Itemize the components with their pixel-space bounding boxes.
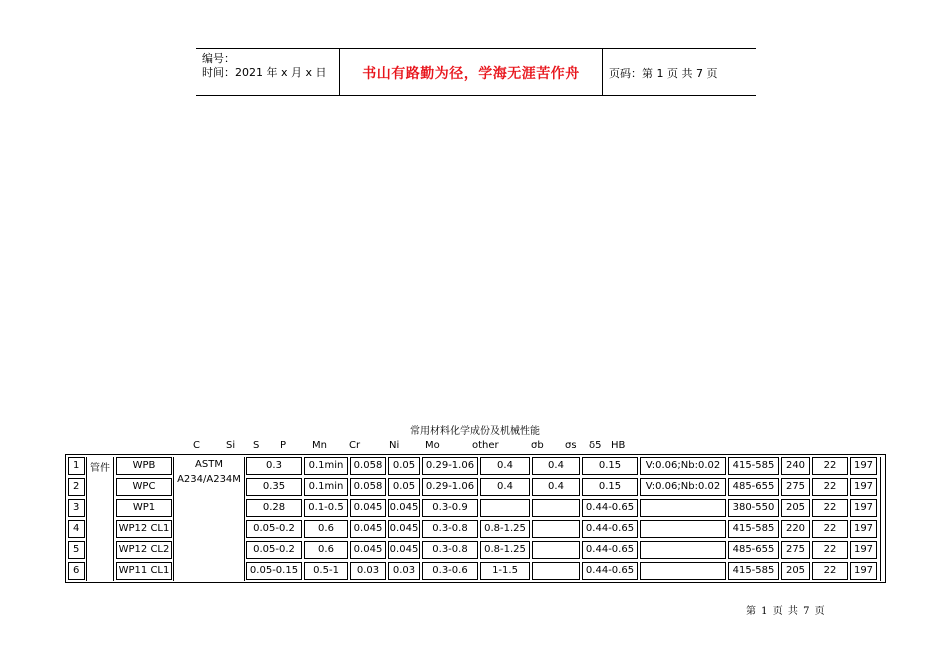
table-cell-c1: 0.28: [246, 499, 302, 517]
table-cell-c8: 0.15: [582, 478, 638, 496]
table-cell-c8: 0.44-0.65: [582, 499, 638, 517]
table-cell-no: 2: [68, 478, 85, 496]
table-cell-c2: 0.6: [304, 541, 348, 559]
header-divider: [602, 48, 603, 96]
table-cell-c8: 0.44-0.65: [582, 562, 638, 580]
table-cell-c6: 0.8-1.25: [480, 541, 530, 559]
table-cell-c7: 0.4: [532, 478, 580, 496]
table-cell-c4: 0.045: [388, 499, 420, 517]
column-heading: S: [253, 440, 260, 451]
category-label: 管件: [90, 463, 110, 474]
table-cell-grade: WPC: [116, 478, 172, 496]
table-cell-c6: [480, 499, 530, 517]
table-cell-c7: [532, 520, 580, 538]
table-cell-c3: 0.058: [350, 457, 386, 475]
table-cell-c4: 0.05: [388, 457, 420, 475]
table-cell-c1: 0.35: [246, 478, 302, 496]
table-cell-c12: 22: [812, 541, 848, 559]
table-cell-c7: [532, 541, 580, 559]
column-heading: C: [193, 440, 200, 451]
table-cell-c7: [532, 562, 580, 580]
table-cell-c7: [532, 499, 580, 517]
table-cell-c13: 197: [850, 478, 877, 496]
table-cell-c4: 0.045: [388, 541, 420, 559]
column-heading: HB: [611, 440, 626, 451]
table-cell-grade: WP11 CL1: [116, 562, 172, 580]
table-cell-c1: 0.05-0.15: [246, 562, 302, 580]
table-cell-c1: 0.3: [246, 457, 302, 475]
standard-line-2: A234/A234M: [177, 474, 241, 485]
table-cell-c12: 22: [812, 562, 848, 580]
table-cell-c10: 415-585: [728, 520, 779, 538]
header-top-rule: [196, 48, 756, 49]
table-cell-c8: 0.44-0.65: [582, 520, 638, 538]
page-footer: 第 1 页 共 7 页: [746, 606, 826, 617]
table-cell-c13: 197: [850, 541, 877, 559]
header-bottom-rule: [196, 95, 756, 96]
table-cell-c9: [640, 541, 726, 559]
table-cell-no: 3: [68, 499, 85, 517]
table-cell-c12: 22: [812, 499, 848, 517]
table-cell-c8: 0.15: [582, 457, 638, 475]
table-cell-c7: 0.4: [532, 457, 580, 475]
column-heading: Cr: [349, 440, 361, 451]
column-heading: Mo: [425, 440, 440, 451]
header-time-label: 时间：2021 年 x 月 x 日: [202, 66, 327, 79]
header-page-label: 页码：第 1 页 共 7 页: [609, 67, 718, 80]
table-cell-grade: WP12 CL2: [116, 541, 172, 559]
table-cell-c3: 0.03: [350, 562, 386, 580]
table-cell-c6: 1-1.5: [480, 562, 530, 580]
table-cell-c8: 0.44-0.65: [582, 541, 638, 559]
table-cell-c10: 485-655: [728, 541, 779, 559]
table-cell-c2: 0.1min: [304, 478, 348, 496]
header-motto: 书山有路勤为径，学海无涯苦作舟: [362, 66, 580, 82]
table-cell-c13: 197: [850, 499, 877, 517]
table-cell-c6: 0.4: [480, 478, 530, 496]
table-cell-c11: 240: [781, 457, 810, 475]
table-cell-grade: WPB: [116, 457, 172, 475]
table-cell-c5: 0.29-1.06: [422, 478, 478, 496]
table-cell-c5: 0.3-0.8: [422, 520, 478, 538]
table-cell-c11: 205: [781, 499, 810, 517]
table-cell-c3: 0.045: [350, 499, 386, 517]
column-heading: σs: [565, 440, 577, 451]
table-cell-c12: 22: [812, 478, 848, 496]
table-cell-no: 5: [68, 541, 85, 559]
table-cell-c10: 380-550: [728, 499, 779, 517]
column-heading: other: [472, 440, 499, 451]
table-cell-c2: 0.1-0.5: [304, 499, 348, 517]
column-heading: Si: [226, 440, 236, 451]
table-cell-c6: 0.8-1.25: [480, 520, 530, 538]
table-cell-no: 4: [68, 520, 85, 538]
table-cell-c2: 0.6: [304, 520, 348, 538]
table-cell-c4: 0.045: [388, 520, 420, 538]
table-cell-c4: 0.05: [388, 478, 420, 496]
table-cell-c5: 0.3-0.6: [422, 562, 478, 580]
table-cell-no: 1: [68, 457, 85, 475]
table-cell-c2: 0.5-1: [304, 562, 348, 580]
table-cell-c9: [640, 562, 726, 580]
column-heading: σb: [531, 440, 544, 451]
table-cell-c11: 275: [781, 541, 810, 559]
table-cell-c9: [640, 499, 726, 517]
table-cell-c11: 205: [781, 562, 810, 580]
table-cell-c13: 197: [850, 562, 877, 580]
table-cell-c3: 0.045: [350, 520, 386, 538]
table-cell-c10: 415-585: [728, 457, 779, 475]
table-cell-c5: 0.3-0.9: [422, 499, 478, 517]
table-cell-grade: WP12 CL1: [116, 520, 172, 538]
table-cell-c1: 0.05-0.2: [246, 541, 302, 559]
table-cell-c13: 197: [850, 520, 877, 538]
table-cell-c11: 220: [781, 520, 810, 538]
table-cell-c9: V:0.06;Nb:0.02: [640, 478, 726, 496]
column-heading: P: [280, 440, 287, 451]
table-cell-c5: 0.3-0.8: [422, 541, 478, 559]
table-cell-c10: 415-585: [728, 562, 779, 580]
table-cell-c1: 0.05-0.2: [246, 520, 302, 538]
table-cell-c10: 485-655: [728, 478, 779, 496]
table-cell-c2: 0.1min: [304, 457, 348, 475]
table-cell-c9: [640, 520, 726, 538]
table-cell-c12: 22: [812, 457, 848, 475]
table-cell-c13: 197: [850, 457, 877, 475]
document-title: 常用材料化学成份及机械性能: [410, 426, 540, 437]
header-number-label: 编号：: [202, 52, 235, 65]
column-heading: Ni: [389, 440, 400, 451]
table-cell-c3: 0.045: [350, 541, 386, 559]
table-cell-c3: 0.058: [350, 478, 386, 496]
table-cell-c4: 0.03: [388, 562, 420, 580]
table-right-rule: [880, 457, 881, 581]
table-cell-c12: 22: [812, 520, 848, 538]
standard-cell: [173, 457, 245, 581]
column-heading: Mn: [312, 440, 327, 451]
column-heading: δ5: [589, 440, 602, 451]
category-cell: [86, 457, 114, 581]
table-cell-c6: 0.4: [480, 457, 530, 475]
table-cell-no: 6: [68, 562, 85, 580]
table-cell-grade: WP1: [116, 499, 172, 517]
table-cell-c11: 275: [781, 478, 810, 496]
table-cell-c5: 0.29-1.06: [422, 457, 478, 475]
table-cell-c9: V:0.06;Nb:0.02: [640, 457, 726, 475]
standard-line-1: ASTM: [195, 459, 223, 470]
